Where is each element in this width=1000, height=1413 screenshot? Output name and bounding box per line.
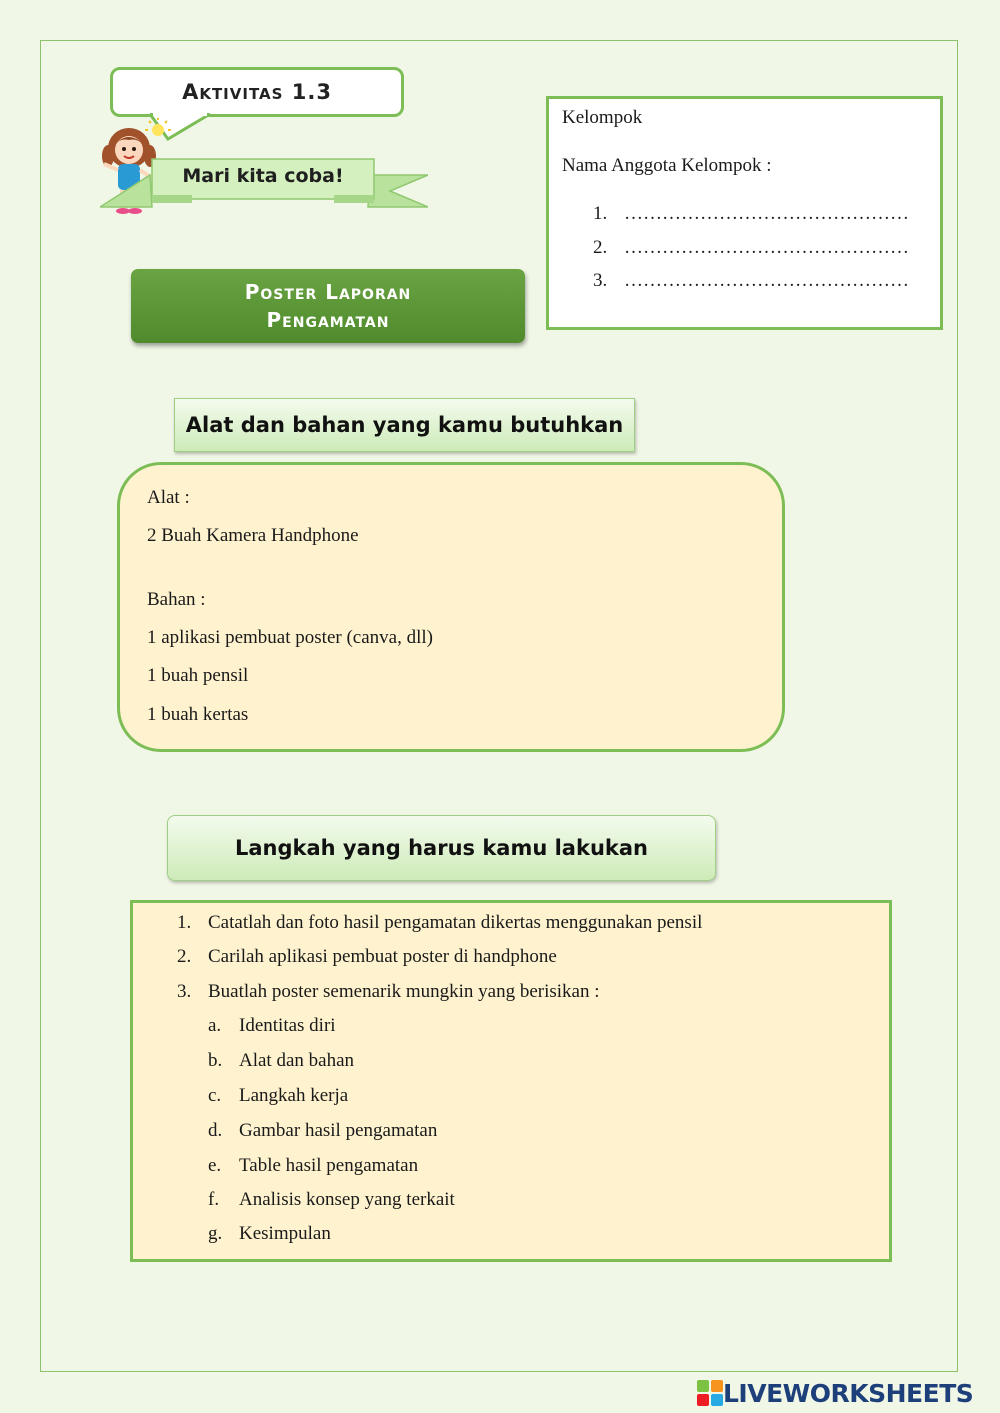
member-blank: ………………………………………: [624, 203, 909, 224]
member-blank: ………………………………………: [624, 237, 909, 258]
step-marker: 2.: [177, 946, 192, 967]
sub-text: Kesimpulan: [239, 1223, 331, 1244]
member-number: 1.: [593, 203, 608, 224]
bahan-item: 1 buah kertas: [147, 704, 249, 725]
poster-banner: [131, 269, 525, 343]
sub-item: [208, 1085, 348, 1107]
ribbon-label: Mari kita coba!: [182, 165, 344, 187]
member-blank: ………………………………………: [624, 270, 909, 291]
step-item: [177, 912, 702, 934]
activity-bubble: [110, 67, 404, 117]
activity-title: Aktivitas 1.3: [182, 80, 332, 104]
sub-item: [208, 1050, 354, 1072]
members-label: Nama Anggota Kelompok :: [562, 155, 772, 176]
step-item: [177, 946, 557, 968]
step-text: Catatlah dan foto hasil pengamatan dikertas menggunakan pensil: [208, 912, 703, 933]
sub-marker: a.: [208, 1015, 222, 1036]
sub-text: Analisis konsep yang terkait: [239, 1189, 455, 1210]
bahan-item: 1 aplikasi pembuat poster (canva, dll): [147, 627, 433, 648]
liveworksheets-brand: [697, 1378, 973, 1408]
step-marker: 3.: [177, 981, 192, 1002]
steps-section-header: Langkah yang harus kamu lakukan: [167, 815, 716, 881]
poster-banner-line-2: Pengamatan: [266, 308, 390, 332]
group-box: [546, 96, 943, 330]
sub-text: Gambar hasil pengamatan: [239, 1120, 438, 1141]
sub-marker: f.: [208, 1189, 220, 1210]
sub-text: Langkah kerja: [239, 1085, 349, 1106]
step-marker: 1.: [177, 912, 192, 933]
steps-box: [130, 900, 892, 1262]
bahan-item: 1 buah pensil: [147, 665, 249, 686]
tools-box: [117, 462, 785, 752]
brand-text: LIVEWORKSHEETS: [723, 1378, 974, 1408]
sub-marker: g.: [208, 1223, 223, 1244]
step-text: Carilah aplikasi pembuat poster di handphone: [208, 946, 557, 967]
member-line[interactable]: [593, 203, 933, 225]
bahan-label: Bahan :: [147, 589, 206, 610]
liveworksheets-logo-icon: [697, 1380, 723, 1406]
sub-item: [208, 1155, 418, 1177]
member-number: 2.: [593, 237, 608, 258]
poster-banner-line-1: Poster Laporan: [244, 280, 412, 304]
step-item: [177, 981, 600, 1003]
member-line[interactable]: [593, 237, 933, 259]
sub-text: Table hasil pengamatan: [239, 1155, 419, 1176]
sub-item: [208, 1120, 437, 1142]
sub-marker: d.: [208, 1120, 223, 1141]
alat-label: Alat :: [147, 487, 190, 508]
tools-section-header: Alat dan bahan yang kamu butuhkan: [174, 398, 635, 452]
sub-marker: e.: [208, 1155, 222, 1176]
member-number: 3.: [593, 270, 608, 291]
step-text: Buatlah poster semenarik mungkin yang berisikan :: [208, 981, 600, 1002]
sub-text: Identitas diri: [239, 1015, 336, 1036]
sub-item: [208, 1015, 336, 1037]
sub-marker: c.: [208, 1085, 222, 1106]
sub-marker: b.: [208, 1050, 223, 1071]
alat-item: 2 Buah Kamera Handphone: [147, 525, 359, 546]
sub-item: [208, 1223, 331, 1245]
group-label: Kelompok: [562, 107, 643, 128]
sub-text: Alat dan bahan: [239, 1050, 355, 1071]
sub-item: [208, 1189, 455, 1211]
member-line[interactable]: [593, 270, 933, 292]
